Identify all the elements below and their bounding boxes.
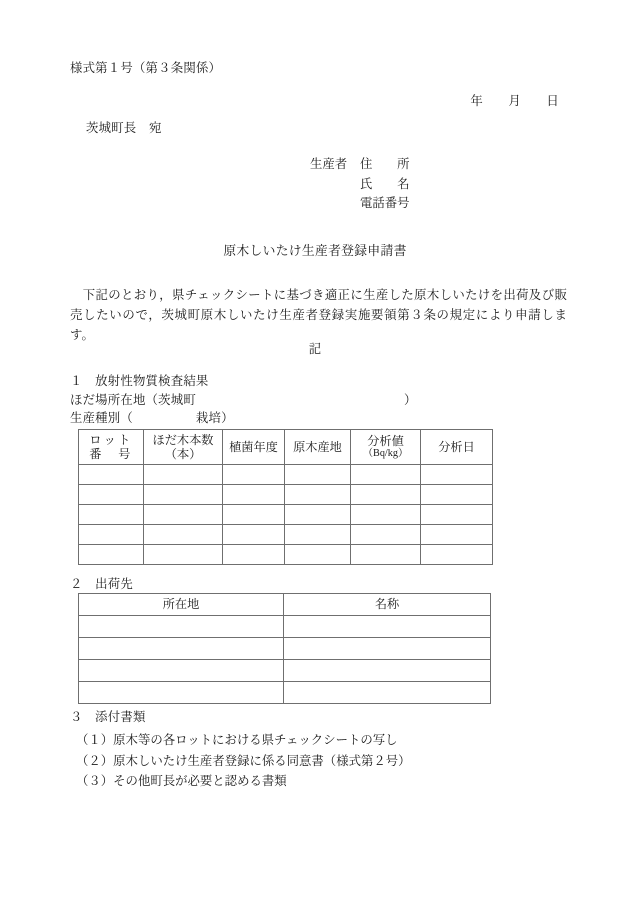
date-day-label: 日 [546, 94, 559, 109]
column-header-analysis-value-line1: 分析値 [367, 433, 404, 448]
column-header-name: 名称 [284, 594, 491, 616]
cell-analysis-date[interactable] [421, 545, 493, 565]
producer-block [310, 155, 410, 214]
column-header-analysis-value-unit: （Bq/kg） [362, 448, 409, 460]
cell-log-origin[interactable] [285, 525, 351, 545]
cell-analysis-date[interactable] [421, 525, 493, 545]
cell-location[interactable] [79, 660, 284, 682]
cell-lot-number[interactable] [79, 485, 144, 505]
cell-inoculation-year[interactable] [223, 545, 285, 565]
cell-name[interactable] [284, 682, 491, 704]
section1-title: １ 放射性物質検査結果 [70, 374, 209, 388]
cell-log-count[interactable] [144, 525, 223, 545]
column-header-lot-number [79, 430, 144, 465]
cell-location[interactable] [79, 638, 284, 660]
table-row [79, 525, 493, 545]
table-row [79, 545, 493, 565]
producer-name-label: 氏 名 [360, 176, 410, 191]
table-row [79, 616, 491, 638]
table-header-row [79, 594, 491, 616]
list-item: （３）その他町長が必要と認める書類 [76, 774, 287, 788]
cell-location[interactable] [79, 682, 284, 704]
cell-lot-number[interactable] [79, 545, 144, 565]
cell-log-origin[interactable] [285, 545, 351, 565]
cell-analysis-value[interactable] [351, 505, 421, 525]
section1-site-close-paren: ） [404, 393, 417, 407]
cell-inoculation-year[interactable] [223, 525, 285, 545]
column-header-log-count [144, 430, 223, 465]
list-item: （１）原木等の各ロットにおける県チェックシートの写し [76, 733, 398, 747]
cell-log-origin[interactable] [285, 505, 351, 525]
cell-lot-number[interactable] [79, 505, 144, 525]
table-row [79, 505, 493, 525]
table-row [79, 638, 491, 660]
column-header-lot-number-line2: 番 号 [89, 447, 133, 461]
cell-inoculation-year[interactable] [223, 465, 285, 485]
list-item: （２）原木しいたけ生産者登録に係る同意書（様式第２号） [76, 753, 411, 768]
cell-inoculation-year[interactable] [223, 485, 285, 505]
column-header-inoculation-year-line1: 植菌年度 [229, 439, 278, 454]
column-header-log-origin [285, 430, 351, 465]
producer-phone-row [310, 194, 410, 214]
cell-analysis-value[interactable] [351, 465, 421, 485]
column-header-analysis-date-line1: 分析日 [438, 439, 475, 454]
cell-log-origin[interactable] [285, 465, 351, 485]
column-header-log-count-line2: （本） [164, 447, 202, 461]
cell-name[interactable] [284, 660, 491, 682]
cell-lot-number[interactable] [79, 465, 144, 485]
date-line [458, 83, 566, 120]
table-row [79, 682, 491, 704]
section2-title: ２ 出荷先 [70, 577, 133, 591]
cell-log-origin[interactable] [285, 485, 351, 505]
cell-analysis-value[interactable] [351, 545, 421, 565]
column-header-log-origin-line1: 原木産地 [293, 439, 342, 454]
cell-location[interactable] [79, 616, 284, 638]
section1-site-line: ほだ場所在地（茨城町 [70, 393, 196, 407]
addressee: 茨城町長 宛 [86, 121, 162, 135]
column-header-analysis-date [421, 430, 493, 465]
section1-production-type-line: 生産種別（ 栽培） [70, 411, 234, 425]
cell-name[interactable] [284, 616, 491, 638]
producer-name-row [310, 175, 410, 195]
cell-inoculation-year[interactable] [223, 505, 285, 525]
producer-address-row [310, 155, 410, 175]
producer-address-label: 住 所 [360, 157, 410, 171]
producer-phone-label: 電話番号 [360, 196, 410, 210]
date-year-label: 年 [470, 94, 483, 109]
table-header-row [79, 430, 493, 465]
table-row [79, 465, 493, 485]
cell-analysis-value[interactable] [351, 485, 421, 505]
table-row [79, 485, 493, 505]
column-header-log-count-line1: ほだ木本数 [152, 432, 214, 447]
attachment-list [76, 730, 411, 792]
column-header-lot-number-line1: ロット [89, 432, 133, 447]
column-header-inoculation-year [223, 430, 285, 465]
cell-analysis-date[interactable] [421, 505, 493, 525]
cell-analysis-date[interactable] [421, 465, 493, 485]
column-header-analysis-value [351, 430, 421, 465]
ki-mark: 記 [308, 342, 322, 356]
date-month-label: 月 [508, 94, 521, 109]
producer-label: 生産者 [310, 157, 348, 171]
cell-log-count[interactable] [144, 545, 223, 565]
document-title: 原木しいたけ生産者登録申請書 [223, 244, 407, 258]
shipping-destination-table [78, 593, 491, 704]
table-row [79, 660, 491, 682]
cell-lot-number[interactable] [79, 525, 144, 545]
column-header-location: 所在地 [79, 594, 284, 616]
cell-log-count[interactable] [144, 465, 223, 485]
cell-log-count[interactable] [144, 505, 223, 525]
cell-log-count[interactable] [144, 485, 223, 505]
cell-analysis-value[interactable] [351, 525, 421, 545]
cell-name[interactable] [284, 638, 491, 660]
radiation-inspection-table [78, 429, 493, 565]
section3-title: ３ 添付書類 [70, 710, 146, 724]
form-number: 様式第１号（第３条関係） [70, 61, 222, 75]
cell-analysis-date[interactable] [421, 485, 493, 505]
body-paragraph: 下記のとおり，県チェックシートに基づき適正に生産した原木しいたけを出荷及び販売したいので，茨城町原木しいたけ生産者登録実施要領第３条の規定により申請します。 [70, 288, 567, 342]
